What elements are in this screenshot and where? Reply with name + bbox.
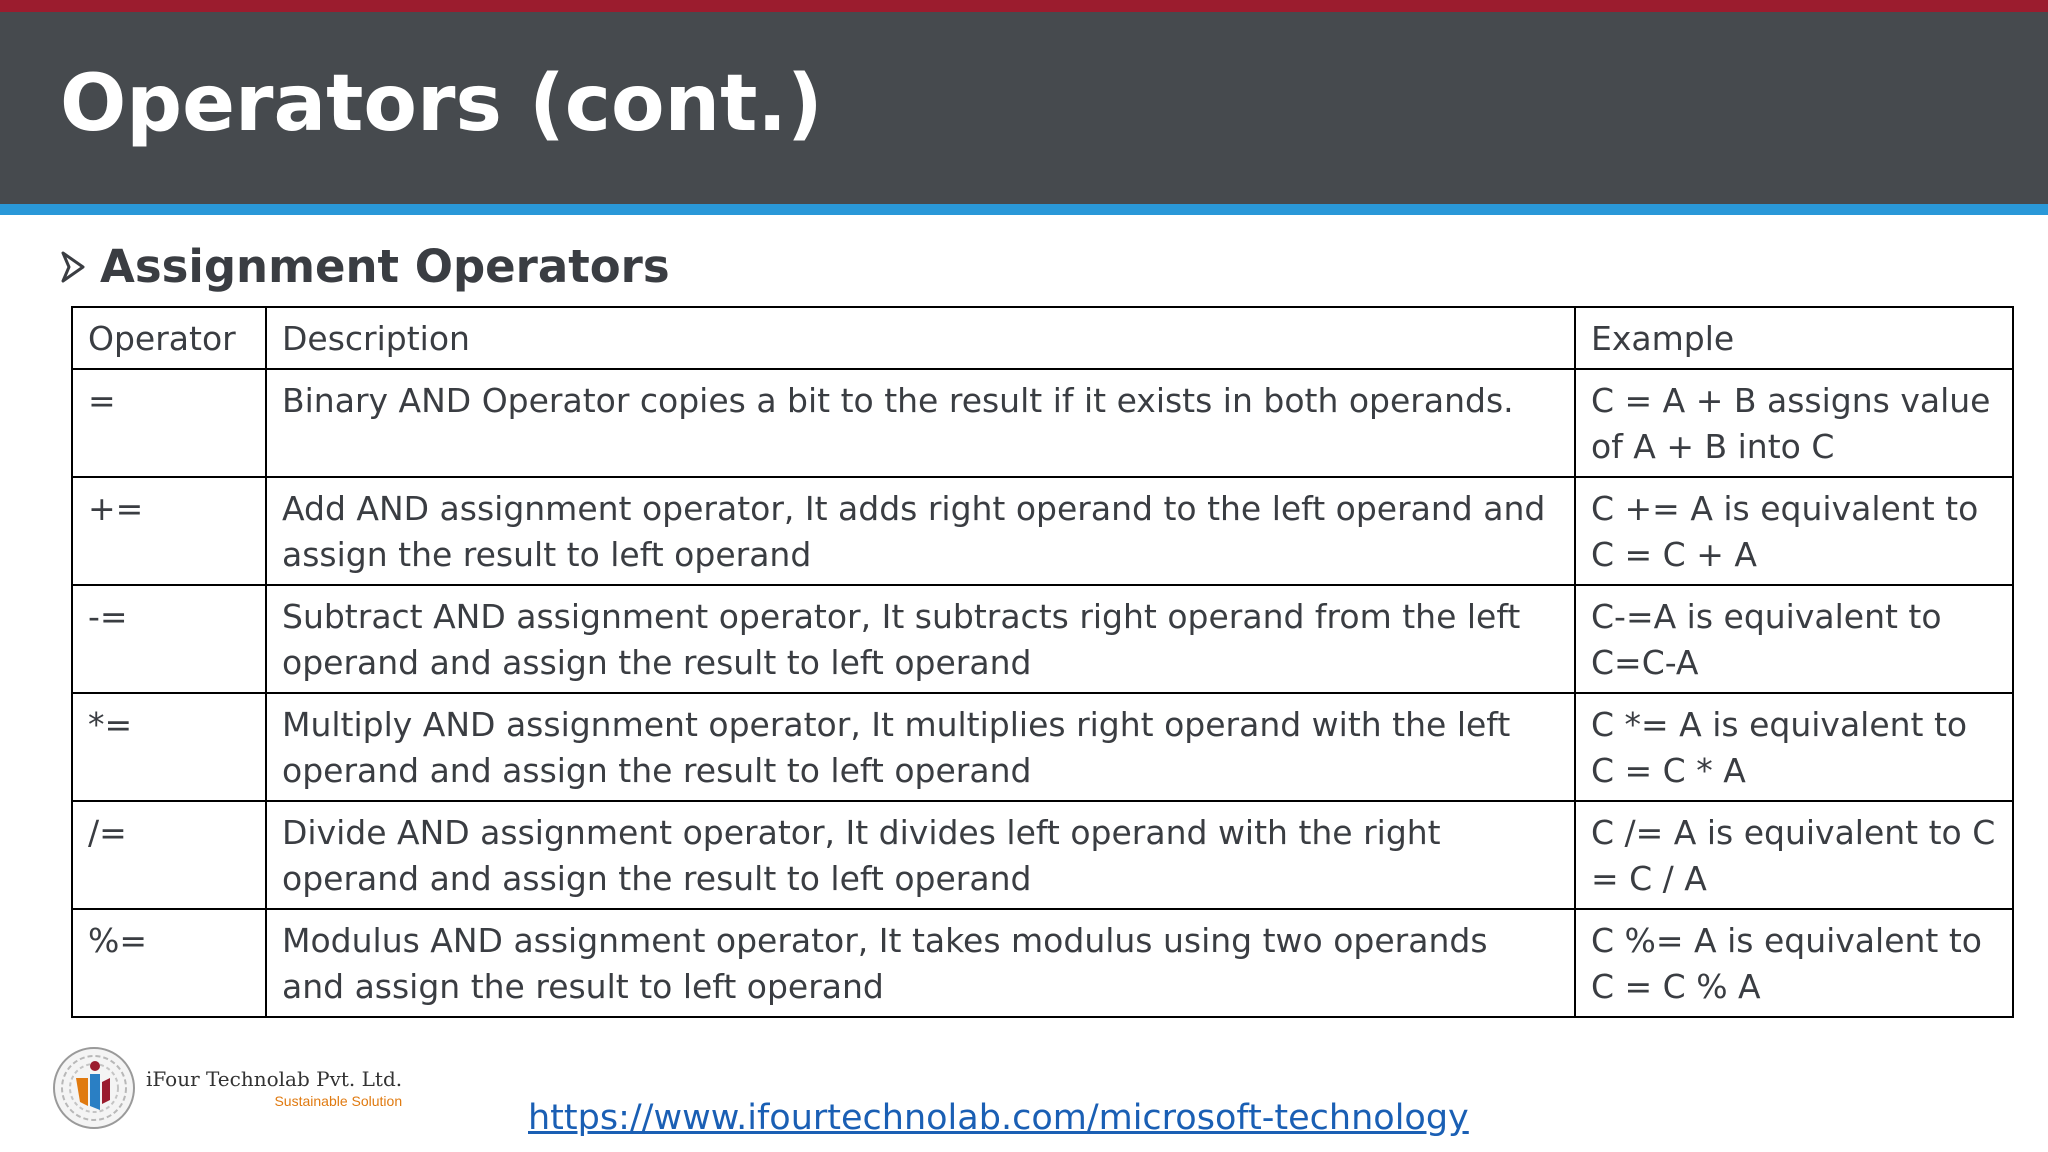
operator-cell: /= xyxy=(72,801,266,909)
table-header-row xyxy=(72,307,2013,369)
company-tagline: Sustainable Solution xyxy=(274,1093,403,1109)
table-row xyxy=(72,369,2013,477)
example-cell: C %= A is equivalent to C = C % A xyxy=(1575,909,2013,1017)
header-cell-description: Description xyxy=(266,307,1575,369)
company-name: iFour Technolab Pvt. Ltd. xyxy=(146,1067,403,1091)
description-cell: Binary AND Operator copies a bit to the result if it exists in both operands. xyxy=(266,369,1575,477)
company-logo-icon xyxy=(50,1044,138,1132)
assignment-operators-table xyxy=(71,306,2014,1018)
description-cell: Subtract AND assignment operator, It subtracts right operand from the left operand and assign the result to left operand xyxy=(266,585,1575,693)
header-cell-operator: Operator xyxy=(72,307,266,369)
table-row xyxy=(72,909,2013,1017)
footer-link[interactable]: https://www.ifourtechnolab.com/microsoft-technology xyxy=(528,1098,1469,1138)
description-cell: Divide AND assignment operator, It divides left operand with the right operand and assign the result to left operand xyxy=(266,801,1575,909)
example-cell: C += A is equivalent to C = C + A xyxy=(1575,477,2013,585)
operator-cell: = xyxy=(72,369,266,477)
operator-cell: -= xyxy=(72,585,266,693)
top-accent-stripe xyxy=(0,0,2048,12)
example-cell: C /= A is equivalent to C = C / A xyxy=(1575,801,2013,909)
operator-cell: *= xyxy=(72,693,266,801)
table-row xyxy=(72,585,2013,693)
description-cell: Modulus AND assignment operator, It takes modulus using two operands and assign the result to left operand xyxy=(266,909,1575,1017)
header-cell-example: Example xyxy=(1575,307,2013,369)
example-cell: C *= A is equivalent to C = C * A xyxy=(1575,693,2013,801)
operator-cell: %= xyxy=(72,909,266,1017)
operator-cell: += xyxy=(72,477,266,585)
section-heading xyxy=(60,240,670,293)
section-heading-text: Assignment Operators xyxy=(100,240,670,293)
table-row xyxy=(72,477,2013,585)
example-cell: C = A + B assigns value of A + B into C xyxy=(1575,369,2013,477)
example-cell: C-=A is equivalent to C=C-A xyxy=(1575,585,2013,693)
table-row xyxy=(72,693,2013,801)
table-row xyxy=(72,801,2013,909)
company-logo xyxy=(50,1044,402,1132)
description-cell: Add AND assignment operator, It adds right operand to the left operand and assign the result to left operand xyxy=(266,477,1575,585)
arrow-bullet-icon xyxy=(60,250,86,284)
company-logo-text xyxy=(146,1067,402,1109)
header-accent-stripe xyxy=(0,204,2048,215)
slide-title: Operators (cont.) xyxy=(60,59,823,149)
description-cell: Multiply AND assignment operator, It multiplies right operand with the left operand and assign the result to left operand xyxy=(266,693,1575,801)
